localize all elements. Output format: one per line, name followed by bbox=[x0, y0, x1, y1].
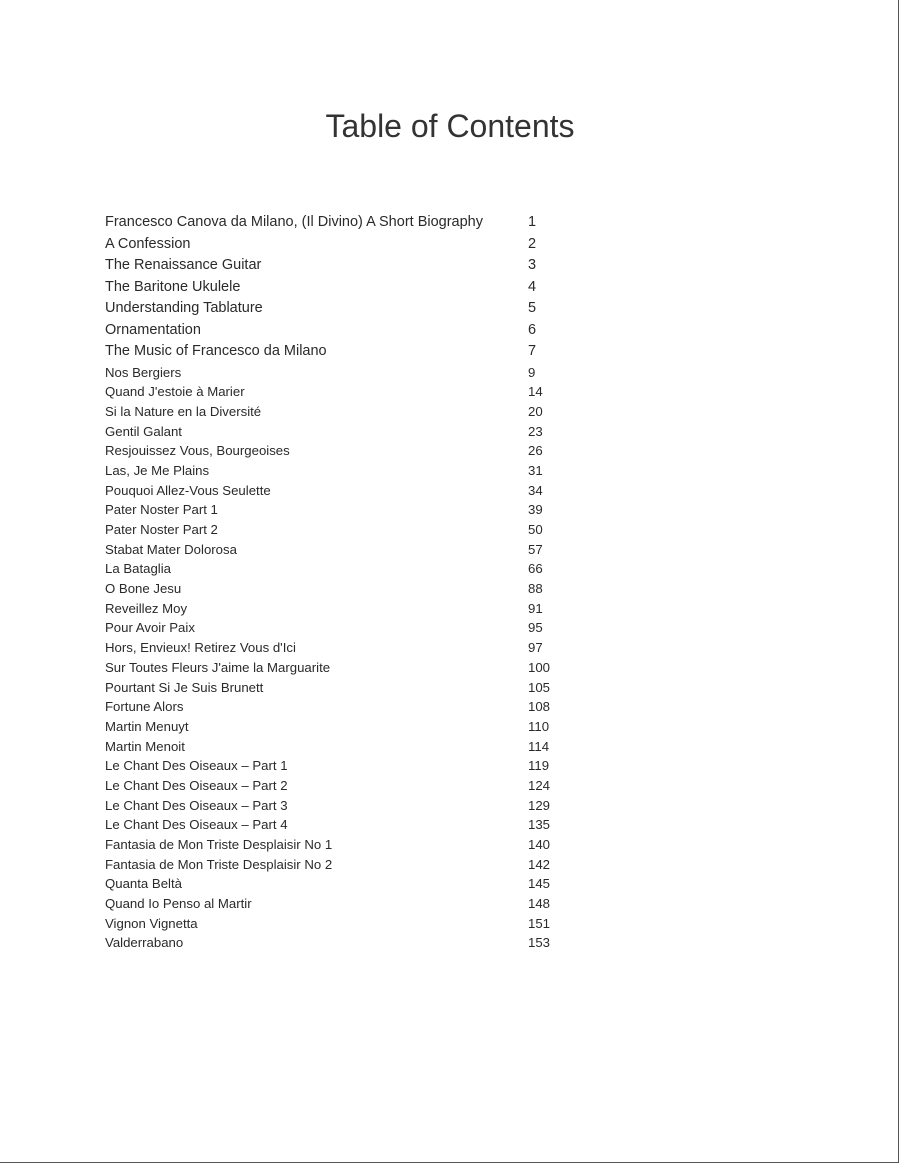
toc-entry-page-number: 105 bbox=[528, 679, 551, 695]
toc-entry-page-number: 39 bbox=[528, 502, 543, 518]
toc-entry-page-number: 142 bbox=[528, 856, 551, 872]
toc-entry-title: Le Chant Des Oiseaux – Part 4 bbox=[105, 817, 288, 833]
toc-entry bbox=[105, 894, 565, 914]
toc-entry-page-number: 31 bbox=[528, 462, 543, 478]
toc-entry-title: Quand Io Penso al Martir bbox=[105, 896, 252, 912]
toc-entry-page-number: 9 bbox=[528, 364, 536, 380]
toc-entry bbox=[105, 481, 565, 501]
toc-entry bbox=[105, 234, 565, 256]
toc-entry-title: Fantasia de Mon Triste Desplaisir No 1 bbox=[105, 837, 333, 852]
toc-entry bbox=[105, 697, 565, 717]
toc-entry bbox=[105, 756, 565, 776]
toc-entry-title: Sur Toutes Fleurs J'aime la Marguarite bbox=[105, 659, 331, 675]
toc-entry bbox=[105, 341, 565, 363]
toc-entry bbox=[105, 658, 565, 678]
toc-entry bbox=[105, 320, 565, 342]
toc-entry bbox=[105, 737, 565, 757]
toc-entry-page-number: 135 bbox=[528, 817, 551, 833]
toc-entry-title: Martin Menuyt bbox=[105, 718, 189, 734]
toc-entry-page-number: 100 bbox=[528, 659, 551, 675]
toc-entry-page-number: 88 bbox=[528, 581, 543, 597]
toc-entry-title: Hors, Envieux! Retirez Vous d'Ici bbox=[105, 640, 296, 656]
toc-entry-page-number: 3 bbox=[528, 257, 537, 273]
toc-entry-title: Pour Avoir Paix bbox=[105, 620, 195, 636]
toc-entry-title: Ornamentation bbox=[105, 321, 201, 338]
toc-entry-page-number: 95 bbox=[528, 620, 543, 636]
toc-entry-title: A Confession bbox=[105, 235, 191, 252]
toc-entry bbox=[105, 520, 565, 540]
toc-entry-page-number: 5 bbox=[528, 300, 537, 316]
toc-entry-page-number: 4 bbox=[528, 278, 537, 295]
toc-entry-page-number: 6 bbox=[528, 321, 537, 338]
toc-entry-title: Las, Je Me Plains bbox=[105, 462, 210, 478]
toc-entry-page-number: 140 bbox=[528, 837, 551, 852]
toc-list bbox=[105, 212, 565, 953]
toc-entry bbox=[105, 559, 565, 579]
toc-entry-title: Resjouissez Vous, Bourgeoises bbox=[105, 443, 290, 459]
toc-entry-page-number: 124 bbox=[528, 777, 551, 793]
toc-entry bbox=[105, 255, 565, 277]
toc-entry bbox=[105, 212, 565, 234]
toc-entry bbox=[105, 638, 565, 658]
toc-entry bbox=[105, 599, 565, 619]
toc-entry-title: Francesco Canova da Milano, (Il Divino) A Short Biography bbox=[105, 214, 483, 230]
toc-entry-page-number: 34 bbox=[528, 482, 543, 498]
toc-entry-title: Le Chant Des Oiseaux – Part 1 bbox=[105, 758, 288, 774]
toc-entry-page-number: 66 bbox=[528, 561, 543, 577]
toc-entry-title: Quanta Beltà bbox=[105, 876, 182, 892]
toc-entry-page-number: 2 bbox=[528, 235, 537, 252]
toc-entry-page-number: 20 bbox=[528, 403, 543, 419]
toc-entry-title: Vignon Vignetta bbox=[105, 915, 198, 931]
toc-entry-title: Pater Noster Part 2 bbox=[105, 522, 218, 537]
toc-entry-page-number: 110 bbox=[528, 718, 550, 734]
toc-entry-title: Fantasia de Mon Triste Desplaisir No 2 bbox=[105, 856, 333, 872]
toc-entry-title: Valderrabano bbox=[105, 935, 184, 951]
toc-entry-title: The Renaissance Guitar bbox=[105, 257, 262, 273]
toc-entry bbox=[105, 579, 565, 599]
toc-entry bbox=[105, 933, 565, 953]
toc-entry-page-number: 23 bbox=[528, 423, 543, 439]
toc-entry-page-number: 57 bbox=[528, 541, 543, 557]
toc-entry-page-number: 91 bbox=[528, 600, 543, 616]
toc-entry-page-number: 153 bbox=[528, 935, 551, 951]
toc-entry bbox=[105, 382, 565, 402]
toc-entry-title: Pourtant Si Je Suis Brunett bbox=[105, 679, 264, 695]
toc-entry-title: Reveillez Moy bbox=[105, 600, 188, 616]
toc-entry-title: The Music of Francesco da Milano bbox=[105, 343, 327, 359]
toc-entry-title: Understanding Tablature bbox=[105, 300, 263, 316]
toc-entry-title: Si la Nature en la Diversité bbox=[105, 403, 262, 419]
toc-entry-page-number: 119 bbox=[528, 758, 550, 774]
toc-entry-page-number: 129 bbox=[528, 797, 551, 813]
toc-entry-page-number: 14 bbox=[528, 384, 543, 400]
toc-entry bbox=[105, 402, 565, 422]
toc-entry-page-number: 108 bbox=[528, 699, 551, 715]
toc-entry bbox=[105, 277, 565, 299]
toc-entry bbox=[105, 776, 565, 796]
toc-entry-title: Pouquoi Allez-Vous Seulette bbox=[105, 482, 271, 498]
toc-entry-title: Le Chant Des Oiseaux – Part 2 bbox=[105, 777, 288, 793]
toc-entry-page-number: 114 bbox=[528, 738, 550, 754]
toc-entry-page-number: 1 bbox=[528, 214, 537, 230]
toc-entry bbox=[105, 618, 565, 638]
toc-entry bbox=[105, 815, 565, 835]
toc-entry-title: O Bone Jesu bbox=[105, 581, 182, 597]
toc-entry bbox=[105, 461, 565, 481]
toc-entry-title: Gentil Galant bbox=[105, 423, 182, 439]
toc-entry-page-number: 7 bbox=[528, 343, 537, 359]
toc-entry-title: La Bataglia bbox=[105, 561, 171, 577]
toc-entry-title: Stabat Mater Dolorosa bbox=[105, 541, 237, 557]
toc-entry-page-number: 148 bbox=[528, 896, 551, 912]
toc-entry bbox=[105, 500, 565, 520]
toc-entry-page-number: 151 bbox=[528, 915, 551, 931]
toc-entry bbox=[105, 441, 565, 461]
toc-entry-title: Nos Bergiers bbox=[105, 364, 182, 380]
toc-entry bbox=[105, 363, 565, 383]
page-title: Table of Contents bbox=[325, 108, 575, 144]
toc-entry-title: Martin Menoit bbox=[105, 738, 185, 754]
toc-entry bbox=[105, 855, 565, 875]
toc-entry-page-number: 26 bbox=[528, 443, 543, 459]
toc-entry bbox=[105, 540, 565, 560]
toc-entry-page-number: 145 bbox=[528, 876, 551, 892]
toc-entry-title: Le Chant Des Oiseaux – Part 3 bbox=[105, 797, 288, 813]
toc-entry-page-number: 97 bbox=[528, 640, 543, 656]
toc-entry-title: Pater Noster Part 1 bbox=[105, 502, 218, 518]
toc-entry bbox=[105, 874, 565, 894]
toc-entry-page-number: 50 bbox=[528, 522, 543, 537]
toc-entry-title: Fortune Alors bbox=[105, 699, 184, 715]
toc-entry bbox=[105, 717, 565, 737]
toc-entry bbox=[105, 914, 565, 934]
toc-entry-title: Quand J'estoie à Marier bbox=[105, 384, 245, 400]
toc-entry bbox=[105, 298, 565, 320]
toc-entry bbox=[105, 678, 565, 698]
toc-entry bbox=[105, 796, 565, 816]
toc-entry bbox=[105, 422, 565, 442]
toc-entry bbox=[105, 835, 565, 855]
toc-entry-title: The Baritone Ukulele bbox=[105, 278, 241, 295]
